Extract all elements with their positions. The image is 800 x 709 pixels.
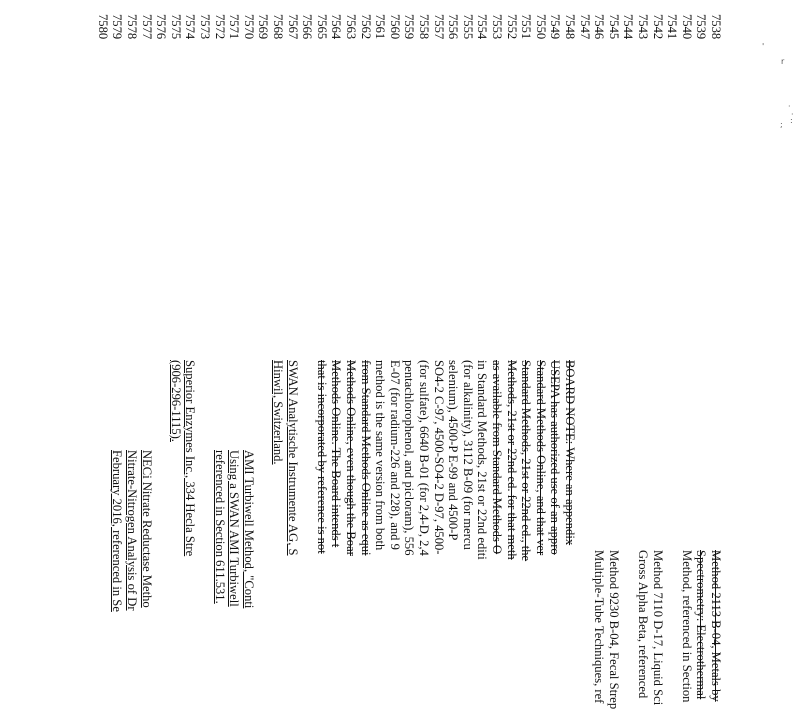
scan-mark: ' xyxy=(762,42,765,51)
line-number: 7553 xyxy=(490,14,504,40)
line-number: 7554 xyxy=(475,14,490,40)
line-text: Methods, 21st or 22nd ed. for that meth xyxy=(504,360,519,560)
line-number: 7545 xyxy=(606,14,621,40)
document-line xyxy=(592,0,607,704)
line-text: referenced in Section 611.531. xyxy=(212,450,227,604)
line-number: 7551 xyxy=(519,14,534,40)
line-text: Using a SWAN AMI Turbiwell xyxy=(227,450,242,607)
line-number: 7573 xyxy=(198,14,212,40)
document-line xyxy=(213,0,226,618)
line-number: 7569 xyxy=(256,14,271,40)
scan-mark: r xyxy=(781,57,785,66)
line-text: SO4-2 C-97, 4500-SO4-2 D-97, 4500- xyxy=(431,360,446,555)
document-line xyxy=(329,0,342,618)
document-line xyxy=(96,0,109,618)
line-text: Spectrometry: Electrothermal xyxy=(694,550,709,700)
document-line xyxy=(650,0,665,706)
document-line xyxy=(505,0,518,618)
scan-mark: ; xyxy=(780,120,783,129)
line-number: 7539 xyxy=(694,14,709,40)
line-number: 7565 xyxy=(314,14,329,40)
document-line xyxy=(679,0,694,703)
line-number: 7564 xyxy=(329,14,344,40)
line-number: 7580 xyxy=(95,14,110,40)
document-line xyxy=(694,0,709,700)
line-number: 7562 xyxy=(358,14,373,40)
document-line xyxy=(432,0,445,618)
document-line xyxy=(402,0,415,618)
line-text: February 2016, referenced in Se xyxy=(110,450,125,612)
line-text: in Standard Methods, 21st or 22nd editi xyxy=(475,360,490,560)
line-text: Gross Alpha Beta, referenced xyxy=(636,550,650,699)
line-number: 7568 xyxy=(271,14,285,40)
line-text: SWAN Analytische Instrumente AG, S xyxy=(285,360,300,556)
line-number: 7546 xyxy=(592,14,607,40)
line-text: Standard Methods Online, and that ver xyxy=(533,360,548,556)
line-number: 7550 xyxy=(533,14,548,40)
scan-mark: · xyxy=(788,102,791,111)
document-line xyxy=(475,0,488,618)
document-line xyxy=(446,0,459,618)
line-number: 7578 xyxy=(125,14,139,40)
document-line xyxy=(300,0,313,618)
document-line xyxy=(359,0,372,618)
scan-mark: · xyxy=(791,110,794,119)
document-line xyxy=(490,0,503,618)
line-text: (906-296-1115). xyxy=(168,360,183,442)
document-line xyxy=(563,0,576,618)
line-number: 7575 xyxy=(168,14,183,40)
document-line xyxy=(183,0,196,618)
document-line xyxy=(154,0,167,618)
line-number: 7538 xyxy=(709,14,723,40)
document-line xyxy=(315,0,328,618)
line-text: Method 7110 D-17, Liquid Sci xyxy=(650,550,665,706)
line-number: 7572 xyxy=(212,14,227,40)
document-line xyxy=(242,0,255,618)
line-number: 7547 xyxy=(577,14,592,40)
document-line xyxy=(125,0,138,618)
document-line xyxy=(636,0,650,699)
line-number: 7544 xyxy=(621,14,636,40)
document-line xyxy=(169,0,182,618)
line-number: 7558 xyxy=(417,14,431,40)
line-text: pentachlorophenol, and picloram), 556 xyxy=(402,360,417,556)
line-number: 7559 xyxy=(402,14,417,40)
line-text: NECi Nitrate Reductase Metho xyxy=(139,450,154,608)
document-line xyxy=(548,0,561,618)
line-text: AMI Turbiwell Method, "Conti xyxy=(241,450,256,609)
line-text: Standard Methods, 21st or 22nd ed., the xyxy=(519,360,534,562)
line-text: Method, referenced in Section xyxy=(679,550,694,703)
line-text: that is incorporated by reference is not xyxy=(314,360,329,554)
line-number: 7570 xyxy=(241,14,256,40)
document-line xyxy=(709,0,723,702)
line-number: 7571 xyxy=(227,14,242,40)
line-text: as available from Standard Methods O xyxy=(490,360,504,555)
document-line xyxy=(286,0,299,618)
document-line xyxy=(198,0,211,618)
document-line xyxy=(227,0,240,618)
line-number: 7556 xyxy=(446,14,461,40)
document-line xyxy=(534,0,547,618)
line-text: Method 9230 B-04, Fecal Strep xyxy=(606,550,621,709)
document-line xyxy=(461,0,474,618)
document-line xyxy=(256,0,269,618)
document-line xyxy=(606,0,621,709)
line-number: 7552 xyxy=(504,14,519,40)
line-text: Method 2113 B-04, Metals by xyxy=(709,550,723,702)
line-number: 7563 xyxy=(344,14,358,40)
line-text: Methods Online, even though the Boar xyxy=(344,360,358,556)
line-number: 7549 xyxy=(548,14,563,40)
line-number: 7541 xyxy=(665,14,680,40)
line-text: from Standard Methods Online as equi xyxy=(358,360,373,556)
line-text: Superior Enzymes Inc., 334 Hecla Stre xyxy=(183,360,198,557)
line-text: Nitrate-Nitrogen Analysis of Dr xyxy=(125,450,139,611)
line-number: 7540 xyxy=(679,14,694,40)
line-number: 7543 xyxy=(636,14,650,40)
line-text: Hinwil, Switzerland. xyxy=(271,360,285,465)
document-line xyxy=(271,0,284,618)
line-number: 7548 xyxy=(563,14,577,40)
line-number: 7579 xyxy=(110,14,125,40)
line-text: BOARD NOTE: Where an appendix xyxy=(563,360,577,546)
document-line xyxy=(578,0,591,618)
line-number: 7577 xyxy=(139,14,154,40)
line-number: 7566 xyxy=(300,14,315,40)
line-number: 7561 xyxy=(373,14,388,40)
document-line xyxy=(665,0,678,618)
line-text: (for sulfate), 6640 B-01 (for 2,4-D, 2,4 xyxy=(417,360,431,556)
scan-mark: : xyxy=(790,116,793,125)
line-text: Multiple-Tube Techniques, ref xyxy=(592,550,607,704)
line-text: Methods Online. The Board intends t xyxy=(329,360,344,548)
document-line xyxy=(621,0,634,618)
document-line xyxy=(373,0,386,618)
line-text: USEPA has authorized use of an appro xyxy=(548,360,563,555)
line-text: method is the same version from both xyxy=(373,360,388,551)
document-line xyxy=(388,0,401,618)
document-line xyxy=(110,0,123,618)
document-line xyxy=(417,0,430,618)
line-number: 7560 xyxy=(387,14,402,40)
line-number: 7557 xyxy=(431,14,446,40)
line-number: 7555 xyxy=(460,14,475,40)
line-number: 7574 xyxy=(183,14,198,40)
line-number: 7576 xyxy=(154,14,169,40)
line-number: 7542 xyxy=(650,14,665,40)
line-text: E-07 (for radium-226 and 228), and 9 xyxy=(387,360,402,550)
line-number: 7567 xyxy=(285,14,300,40)
line-text: selenium), 4500-P E-99 and 4500-P xyxy=(446,360,461,541)
line-text: (for alkalinity), 3112 B-09 (for mercu xyxy=(460,360,475,550)
document-line xyxy=(344,0,357,618)
document-line xyxy=(140,0,153,618)
document-line xyxy=(519,0,532,618)
